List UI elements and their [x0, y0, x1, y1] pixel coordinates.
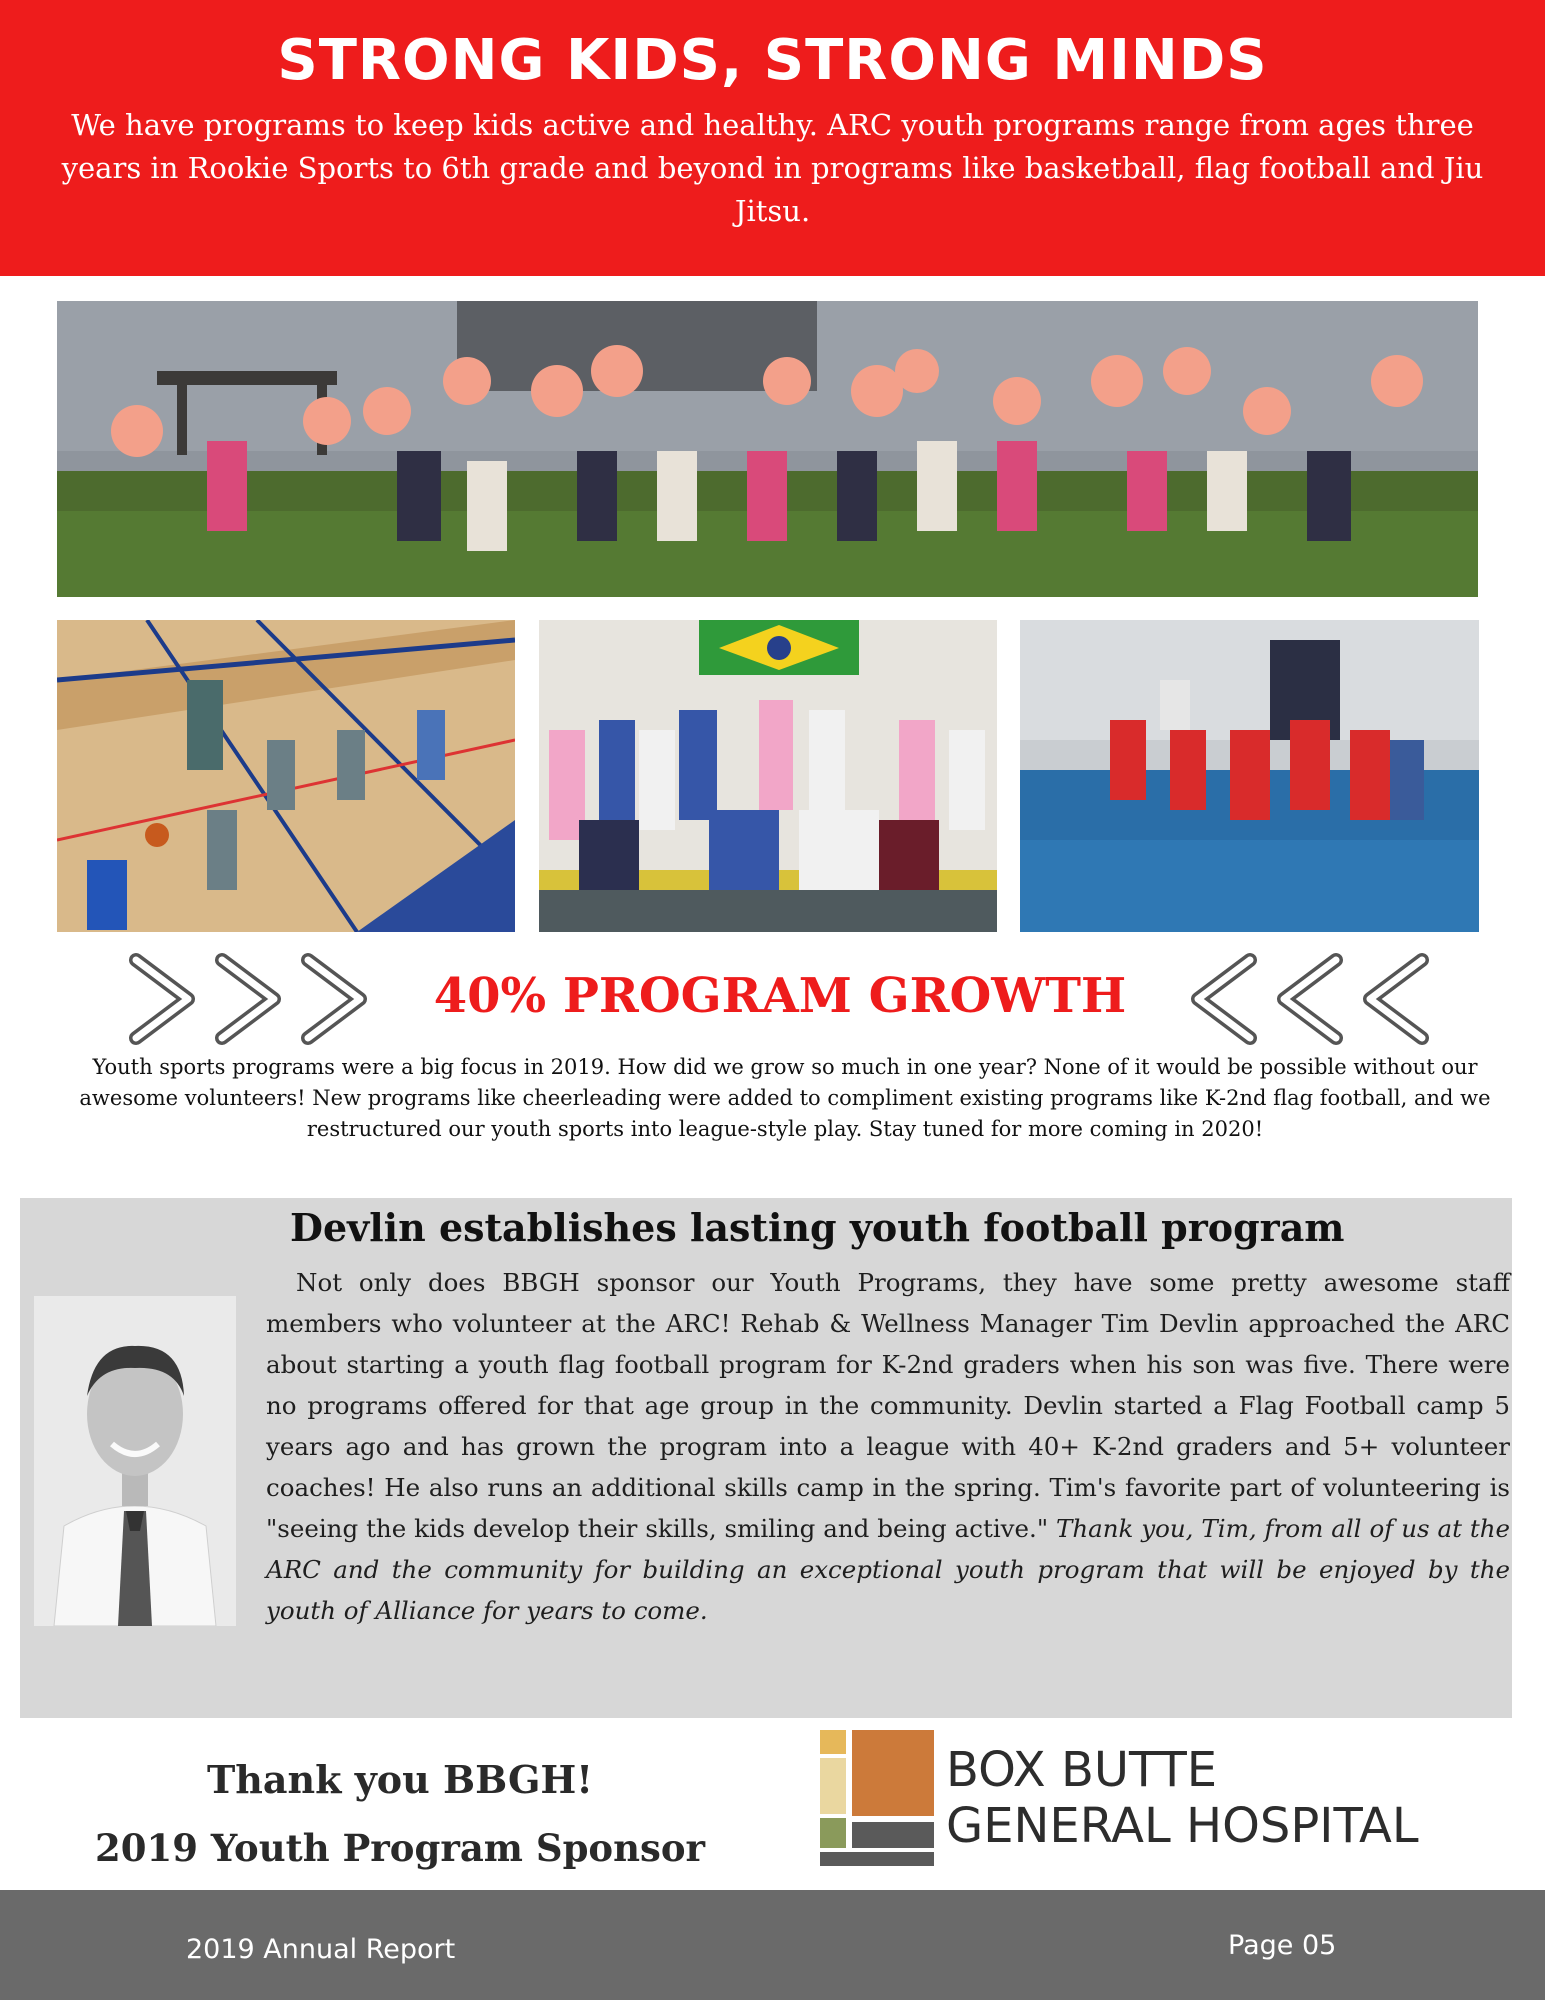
story-text: Not only does BBGH sponsor our Youth Programs, they have some pretty awesome staff members who volunteer at the ARC! Rehab & Wellness Manager Tim Devlin approached the ARC about starting a youth flag football program for K-2nd graders when his son was five. There were no programs offered for that age group in the community. Devlin started a Flag Football camp 5 years ago and has grown the program into a league with 40+ K-2nd graders and 5+ volunteer coaches! He also runs an additional skills camp in the spring. Tim's favorite part of volunteering is "seeing the kids develop their skills, smiling and being active.": [266, 1268, 1510, 1543]
page-title: STRONG KIDS, STRONG MINDS: [277, 28, 1268, 93]
chevron-right-icon: [212, 952, 294, 1046]
chevron-right-icon: [126, 952, 208, 1046]
growth-paragraph: Youth sports programs were a big focus in 2019. How did we grow so much in one year? None of it would be possible without our awesome volunteers! New programs like cheerleading were added to compliment existing programs like K-2nd flag football, and we restructured our youth sports into league-style play. Stay tuned for more coming in 2020!: [79, 1055, 1491, 1141]
chevron-left-icon: [1178, 952, 1260, 1046]
footer-bar: [0, 1890, 1545, 2000]
logo-line-2: GENERAL HOSPITAL: [946, 1798, 1419, 1854]
tim-devlin-portrait: [34, 1296, 236, 1626]
story-thanks: Thank you, Tim, from all of us at the ARC and the community for building an exceptional youth program that will be enjoyed by the youth of Alliance for years to come.: [266, 1514, 1510, 1625]
hospital-logo-mark: [818, 1728, 938, 1868]
sponsor-thanks: [30, 1752, 770, 1876]
thanks-line: Thank you BBGH!: [207, 1757, 593, 1802]
page-number: Page 05: [1228, 1930, 1337, 1961]
bbgh-logo: [818, 1728, 1458, 1868]
cheerleading-photo: [57, 301, 1478, 597]
growth-heading: 40% PROGRAM GROWTH: [433, 968, 1127, 1024]
chevron-left-icon: [1264, 952, 1346, 1046]
flag-football-photo: [1020, 620, 1479, 932]
feature-story: [266, 1262, 1510, 1631]
basketball-photo: [57, 620, 515, 932]
logo-wordmark: [946, 1742, 1466, 1854]
jiu-jitsu-photo: [539, 620, 997, 932]
footer-report: 2019 Annual Report: [186, 1934, 456, 1965]
header-banner: [0, 0, 1545, 276]
feature-box: [20, 1198, 1512, 1718]
sponsor-label: 2019 Youth Program Sponsor: [94, 1826, 706, 1870]
feature-heading: Devlin establishes lasting youth football program: [290, 1205, 1345, 1250]
chevron-right-icon: [298, 952, 380, 1046]
intro-text: We have programs to keep kids active and healthy. ARC youth programs range from ages three years in Rookie Sports to 6th grade and beyond in programs like basketball, flag football and Jiu Jitsu.: [61, 108, 1484, 228]
chevron-left-icon: [1350, 952, 1432, 1046]
logo-line-1: BOX BUTTE: [946, 1742, 1218, 1798]
